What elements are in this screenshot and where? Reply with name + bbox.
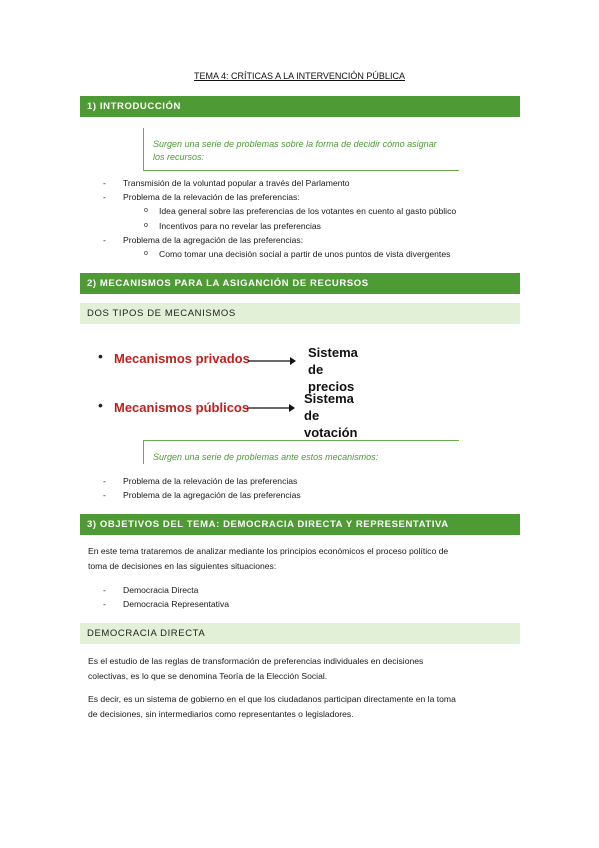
bullet-dot: • — [98, 397, 103, 413]
list-item: - Democracia Directa — [103, 585, 199, 595]
mechanisms-problem-list — [103, 474, 301, 502]
democracia-list — [103, 583, 229, 611]
bullet-dot: • — [98, 348, 103, 364]
paragraph-eleccion-social: Es el estudio de las reglas de transformación de preferencias individuales en decisiones colectivas, es lo que se denomina Teoría de la Elección Social. — [88, 656, 424, 681]
list-item: - Problema de la relevación de las preferencias — [103, 476, 298, 486]
list-item: - Problema de la agregación de las preferencias: o Como tomar una decisión social a partir de unos puntos de vista divergentes — [103, 233, 456, 261]
objetivos-intro: En este tema trataremos de analizar mediante los principios económicos el proceso político de toma de decisiones en las siguientes situaciones: — [88, 546, 449, 571]
paragraph-sistema-gobierno: Es decir, es un sistema de gobierno en el que los ciudadanos participan directamente en la toma de decisiones, sin intermediarios como representantes o legisladores. — [88, 694, 456, 719]
subheading-democracia-directa: DEMOCRACIA DIRECTA — [80, 623, 520, 644]
list-item: - Transmisión de la voluntad popular a través del Parlamento — [103, 178, 350, 188]
section-heading-mecanismos: 2) MECANISMOS PARA LA ASIGANCIÓN DE RECURSOS — [80, 273, 520, 294]
result-sistema-precios: Sistema de precios — [308, 345, 358, 394]
sub-list — [123, 204, 456, 232]
sub-list — [123, 247, 456, 261]
arrow-right-icon — [247, 355, 297, 367]
callout-line-1: Surgen una serie de problemas sobre la forma de decidir cómo asignar — [153, 139, 437, 149]
callout-problemas-asignacion — [143, 128, 459, 171]
sub-list-item: o Idea general sobre las preferencias de los votantes en cuento al gasto público — [144, 206, 457, 217]
list-item: - Democracia Representativa — [103, 599, 230, 610]
section-heading-introduccion: 1) INTRODUCCIÓN — [80, 96, 520, 117]
result-sistema-votacion: Sistema de votación — [304, 391, 358, 440]
callout-problemas-mecanismos: Surgen una serie de problemas ante estos mecanismos: — [143, 440, 459, 464]
mechanism-private-label: Mecanismos privados — [114, 351, 250, 366]
sub-list-item: o Como tomar una decisión social a partir de unos puntos de vista divergentes — [144, 249, 451, 260]
document-title: TEMA 4: CRÍTICAS A LA INTERVENCIÓN PÚBLICA — [194, 71, 405, 81]
mechanism-public-label: Mecanismos públicos — [114, 400, 250, 415]
section-heading-objetivos: 3) OBJETIVOS DEL TEMA: DEMOCRACIA DIRECTA Y REPRESENTATIVA — [80, 514, 520, 535]
arrow-right-icon — [246, 402, 296, 414]
list-item: - Problema de la relevación de las preferencias: o Idea general sobre las preferencias de los votantes en cuento al gasto público o Incentivos para no revelar las preferencias — [103, 190, 456, 233]
list-item: - Problema de la agregación de las preferencias — [103, 490, 301, 501]
subheading-dos-tipos: DOS TIPOS DE MECANISMOS — [80, 303, 520, 324]
intro-list — [103, 176, 456, 261]
sub-list-item: o Incentivos para no revelar las preferencias — [144, 220, 321, 231]
callout-line-2: los recursos: — [153, 152, 205, 162]
